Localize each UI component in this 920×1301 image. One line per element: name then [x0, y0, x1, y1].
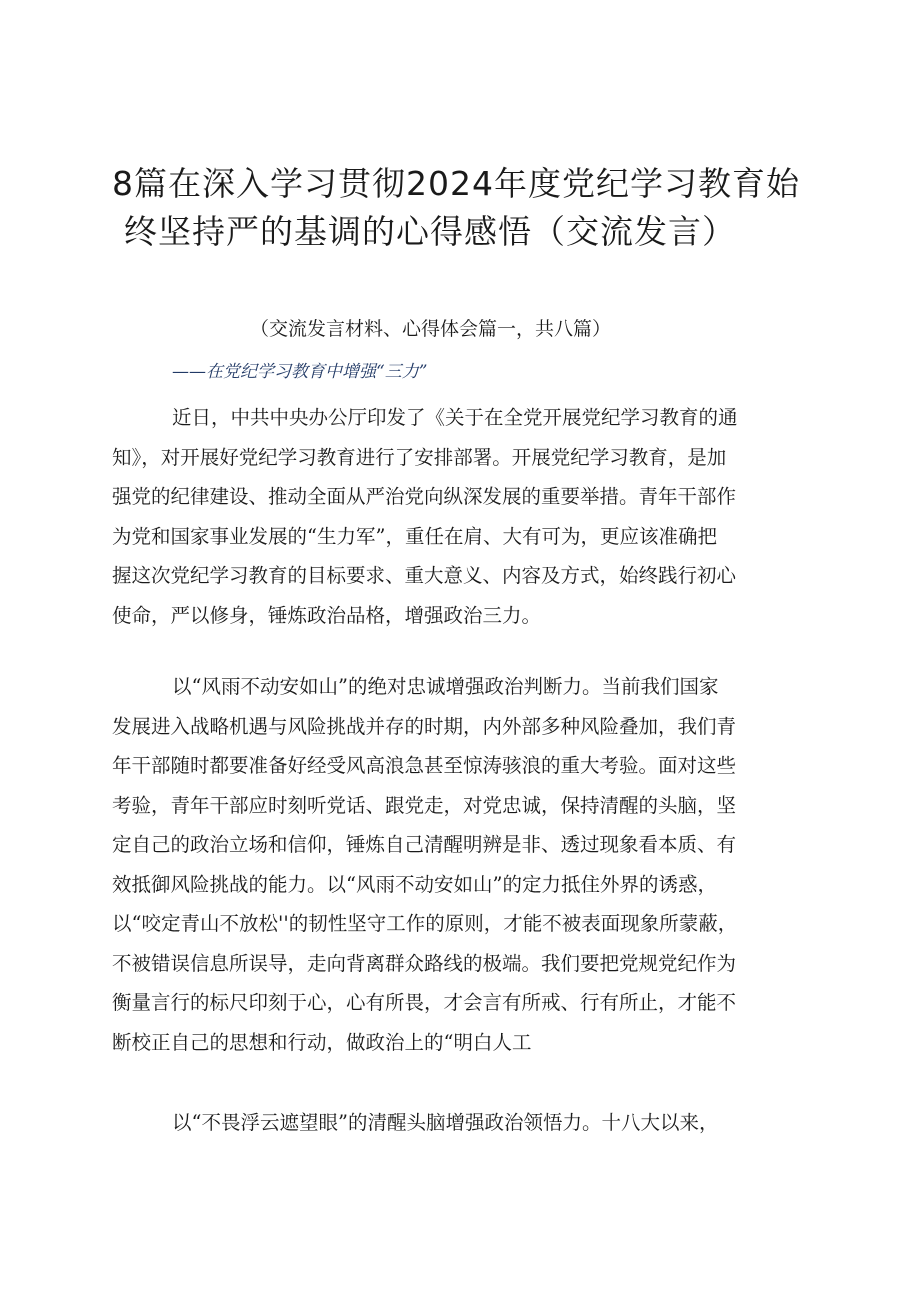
- text-line: 年干部随时都要准备好经受风高浪急甚至惊涛骇浪的重大考验。面对这些: [112, 754, 737, 777]
- paragraph: [112, 667, 812, 1062]
- title-line: 8篇在深入学习贯彻2024年度党纪学习教育始: [112, 164, 800, 203]
- text-line: 握这次党纪学习教育的目标要求、重大意义、内容及方式，始终践行初心: [112, 564, 737, 587]
- text-line: 以“不畏浮云遮望眼”的清醒头脑增强政治领悟力。十八大以来，: [172, 1111, 719, 1134]
- text-line: 衡量言行的标尺印刻于心，心有所畏，才会言有所戒、行有所止，才能不: [112, 991, 737, 1014]
- paragraph: [112, 398, 812, 635]
- title-line: 终坚持严的基调的心得感悟（交流发言）: [124, 212, 736, 251]
- text-line: 使命，严以修身，锤炼政治品格，增强政治三力。: [112, 603, 542, 627]
- text-line: 考验，青年干部应时刻听党话、跟党走，对党忠诚，保持清醒的头脑，坚: [112, 793, 737, 817]
- text-line: 近日，中共中央办公厅印发了《关于在全党开展党纪学习教育的通: [172, 406, 738, 429]
- text-line: 知》，对开展好党纪学习教育进行了安排部署。开展党纪学习教育，是加: [112, 445, 727, 469]
- text-line: 为党和国家事业发展的“生力军”，重任在肩、大有可为，更应该准确把: [112, 524, 717, 548]
- text-line: 以“咬定青山不放松''的韧性坚守工作的原则，才能不被表面现象所蒙蔽，: [112, 912, 738, 935]
- text-line: 不被错误信息所误导，走向背离群众路线的极端。我们要把党规党纪作为: [112, 951, 737, 975]
- document-title: [112, 160, 812, 256]
- text-line: 定自己的政治立场和信仰，锤炼自己清醒明辨是非、透过现象看本质、有: [112, 833, 737, 856]
- subtitle: （交流发言材料、心得体会篇一，共八篇）: [250, 318, 612, 340]
- paragraph: [112, 1103, 812, 1143]
- text-line: 断校正自己的思想和行动，做政治上的“明白人工: [112, 1030, 532, 1054]
- text-line: 以“风雨不动安如山”的绝对忠诚增强政治判断力。当前我们国家: [172, 675, 719, 698]
- text-line: 强党的纪律建设、推动全面从严治党向纵深发展的重要举措。青年干部作: [112, 485, 737, 508]
- text-line: 效抵御风险挑战的能力。以“风雨不动安如山”的定力抵住外界的诱惑，: [112, 872, 717, 896]
- byline: ——在党纪学习教育中增强“三力”: [172, 362, 428, 382]
- text-line: 发展进入战略机遇与风险挑战并存的时期，内外部多种风险叠加，我们青: [112, 714, 737, 738]
